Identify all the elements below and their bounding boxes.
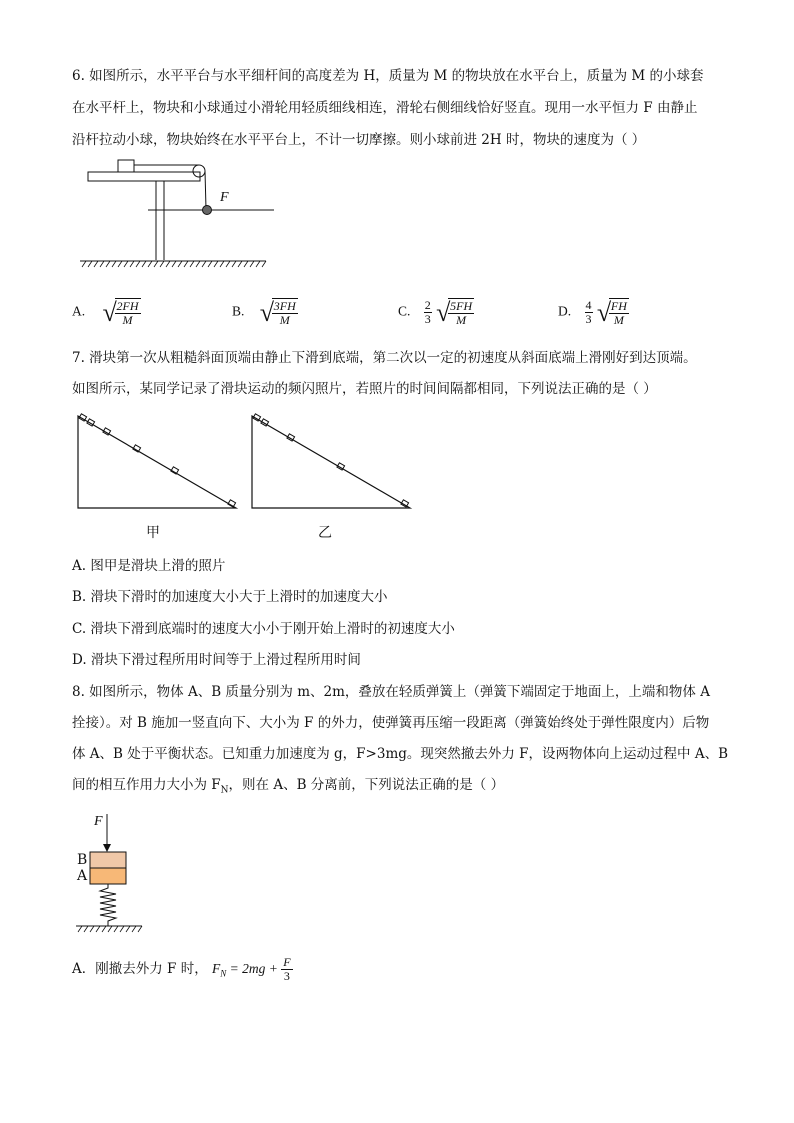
q6-option-a: A. √ $\frac{2FH}{M}$: [72, 298, 139, 327]
force-label-F-q8: F: [94, 814, 103, 829]
ball-M: [203, 206, 212, 215]
q8-line-1: 8. 如图所示，物体 A、B 质量分别为 m、2m，叠放在轻质弹簧上（弹簧下端固定于地面上，上端和物体 A: [72, 684, 710, 700]
block-label-A: A: [77, 868, 88, 884]
block-M: [118, 160, 134, 172]
q8-option-a: A．刚撤去外力 F 时， $F_N = 2mg$ + $\frac{F}{3}$: [72, 955, 291, 983]
q6-option-d: D. $\frac{4}{3}$ √ $\frac{FH}{M}$: [558, 298, 627, 327]
figure-label-jia: 甲: [146, 525, 160, 541]
block-A: [90, 868, 126, 884]
q7-option-c: C. 滑块下滑到底端时的速度大小小于刚开始上滑时的初速度大小: [72, 621, 455, 637]
spring: [100, 884, 116, 926]
q8-line-2: 拴接）。对 B 施加一竖直向下、大小为 F 的外力，使弹簧再压缩一段距离（弹簧始终处于弹性限度内）后物: [72, 715, 710, 731]
q7-option-b: B. 滑块下滑时的加速度大小大于上滑时的加速度大小: [72, 589, 388, 605]
q6-option-b: B. √ $\frac{3FH}{M}$: [232, 298, 296, 327]
q7-option-d: D. 滑块下滑过程所用时间等于上滑过程所用时间: [72, 652, 361, 668]
q6-line-1: 6. 如图所示，水平平台与水平细杆间的高度差为 H，质量为 M 的物块放在水平台上，质量为 M 的小球套: [72, 68, 704, 84]
force-label-F: F: [220, 190, 229, 205]
q6-option-c: C. $\frac{2}{3}$ √ $\frac{5FH}{M}$: [398, 298, 473, 327]
figure-label-yi: 乙: [318, 525, 332, 541]
q7-figure-yi: [248, 412, 414, 512]
q7-option-a: A. 图甲是滑块上滑的照片: [72, 558, 226, 574]
q8-line-3: 体 A、B 处于平衡状态。已知重力加速度为 g，F>3mg。现突然撤去外力 F，设两物体向上运动过程中 A、B: [72, 746, 729, 762]
q6-line-3: 沿杆拉动小球，物块始终在水平平台上，不计一切摩擦。则小球前进 2H 时，物块的速度为（ ）: [72, 132, 646, 148]
q7-figure-jia: [74, 412, 240, 512]
block-label-B: B: [77, 852, 88, 868]
platform: [88, 172, 200, 181]
q6-line-2: 在水平杆上，物块和小球通过小滑轮用轻质细线相连，滑轮右侧细线恰好竖直。现用一水平恒力 F 由静止: [72, 100, 698, 116]
q7-line-1: 7. 滑块第一次从粗糙斜面顶端由静止下滑到底端，第二次以一定的初速度从斜面底端上滑刚好到达顶端。: [72, 350, 697, 366]
q6-figure: [76, 156, 276, 268]
pulley: [193, 165, 205, 177]
q8-line-4: 间的相互作用力大小为 $F_N$，则在 A、B 分离前，下列说法正确的是（ ）: [72, 777, 505, 796]
q7-line-2: 如图所示，某同学记录了滑块运动的频闪照片，若照片的时间间隔都相同，下列说法正确的是（ ）: [72, 381, 657, 397]
block-B: [90, 852, 126, 868]
